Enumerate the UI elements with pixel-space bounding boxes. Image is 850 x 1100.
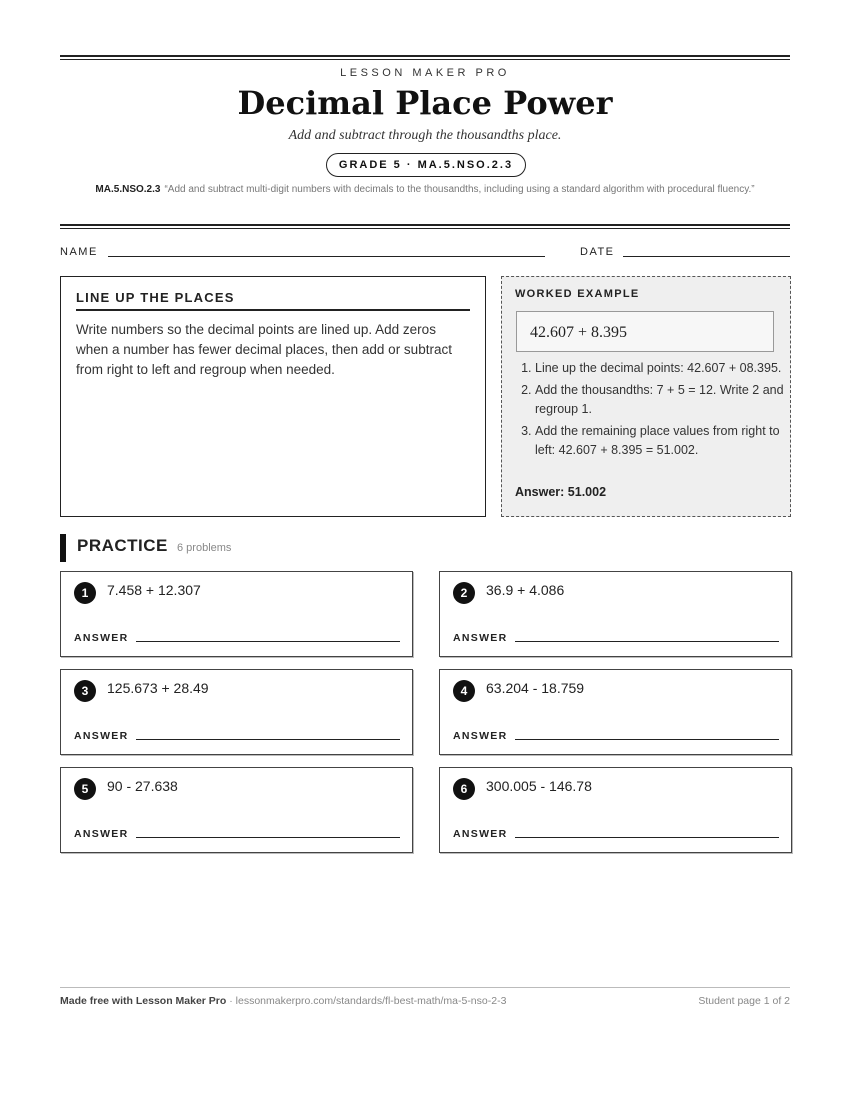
answer-label: ANSWER bbox=[453, 730, 508, 742]
problem-card bbox=[439, 571, 792, 657]
problem-card bbox=[439, 767, 792, 853]
answer-line[interactable] bbox=[136, 739, 400, 740]
answer-label: ANSWER bbox=[453, 632, 508, 644]
answer-label: ANSWER bbox=[74, 828, 129, 840]
answer-line[interactable] bbox=[136, 837, 400, 838]
name-label: NAME bbox=[60, 246, 98, 258]
line-up-heading: LINE UP THE PLACES bbox=[76, 290, 470, 311]
problem-text: 300.005 - 146.78 bbox=[486, 778, 592, 794]
page-subtitle: Add and subtract through the thousandths place. bbox=[288, 128, 562, 143]
worked-example-answer: Answer: 51.002 bbox=[515, 485, 607, 499]
worked-example-box bbox=[501, 276, 791, 517]
footer-credit bbox=[60, 995, 506, 1007]
answer-line[interactable] bbox=[515, 739, 779, 740]
date-field[interactable] bbox=[623, 256, 790, 257]
worked-step: 2. Add the thousandths: 7 + 5 = 12. Write 2 and regroup 1. bbox=[535, 381, 797, 419]
standard-text: “Add and subtract multi-digit numbers with decimals to the thousandths, including using a standard algorithm with procedural fluency.” bbox=[164, 184, 755, 195]
line-up-body: Write numbers so the decimal points are lined up. Add zeros when a number has fewer decimal places, then add or subtract from right to left and regroup when needed. bbox=[76, 322, 452, 377]
footer-made-with: Made free with Lesson Maker Pro bbox=[60, 995, 227, 1007]
date-label: DATE bbox=[580, 246, 615, 258]
brand-label: LESSON MAKER PRO bbox=[340, 67, 510, 79]
footer-url[interactable]: · lessonmakerpro.com/standards/fl-best-math/ma-5-nso-2-3 bbox=[226, 995, 507, 1007]
practice-accent-bar bbox=[60, 534, 66, 562]
problem-number: 2 bbox=[453, 582, 475, 604]
answer-label: ANSWER bbox=[74, 730, 129, 742]
footer-page-number: Student page 1 of 2 bbox=[698, 995, 790, 1007]
problem-card bbox=[60, 669, 413, 755]
answer-line[interactable] bbox=[136, 641, 400, 642]
standard-code: MA.5.NSO.2.3 bbox=[95, 184, 161, 195]
worked-example-expression: 42.607 + 8.395 bbox=[516, 311, 774, 352]
problem-text: 7.458 + 12.307 bbox=[107, 582, 201, 598]
problem-text: 125.673 + 28.49 bbox=[107, 680, 209, 696]
practice-heading: PRACTICE bbox=[77, 536, 168, 555]
practice-count: 6 problems bbox=[177, 542, 232, 554]
problem-card bbox=[439, 669, 792, 755]
problem-number: 6 bbox=[453, 778, 475, 800]
header-rule-top bbox=[60, 55, 790, 57]
problem-number: 5 bbox=[74, 778, 96, 800]
answer-label: ANSWER bbox=[74, 632, 129, 644]
answer-line[interactable] bbox=[515, 837, 779, 838]
problem-card bbox=[60, 571, 413, 657]
answer-line[interactable] bbox=[515, 641, 779, 642]
problem-text: 90 - 27.638 bbox=[107, 778, 178, 794]
problem-number: 1 bbox=[74, 582, 96, 604]
standard-description bbox=[60, 182, 790, 198]
problem-number: 3 bbox=[74, 680, 96, 702]
worked-example-heading: WORKED EXAMPLE bbox=[515, 288, 640, 300]
problem-number: 4 bbox=[453, 680, 475, 702]
header-rule-bottom bbox=[60, 224, 790, 226]
footer-rule bbox=[60, 987, 790, 988]
name-field[interactable] bbox=[108, 256, 545, 257]
grade-standard-badge: GRADE 5 · MA.5.NSO.2.3 bbox=[326, 153, 526, 177]
worked-step: 1. Line up the decimal points: 42.607 + 08.395. bbox=[535, 359, 797, 378]
line-up-places-box bbox=[60, 276, 486, 517]
worked-example-steps bbox=[515, 359, 797, 463]
problem-text: 36.9 + 4.086 bbox=[486, 582, 565, 598]
page-title: Decimal Place Power bbox=[237, 84, 613, 122]
problem-text: 63.204 - 18.759 bbox=[486, 680, 585, 696]
answer-label: ANSWER bbox=[453, 828, 508, 840]
worked-step: 3. Add the remaining place values from right to left: 42.607 + 8.395 = 51.002. bbox=[535, 422, 797, 460]
problem-card bbox=[60, 767, 413, 853]
